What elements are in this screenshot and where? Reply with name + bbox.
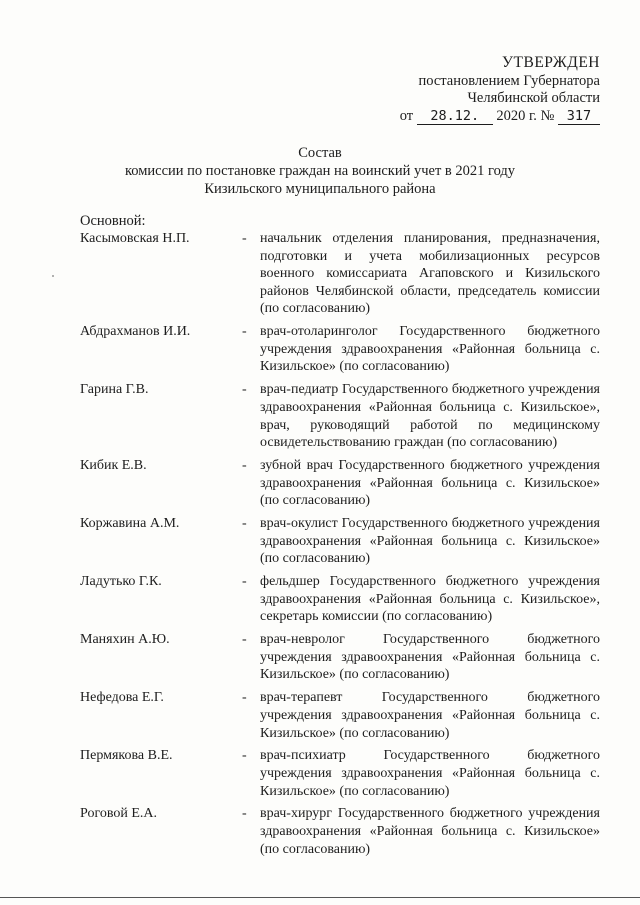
title-line-3: Кизильского муниципального района [204, 181, 436, 197]
title-line-2: комиссии по постановке граждан на воинский учет в 2021 году [124, 163, 516, 179]
member-description: врач-терапевт Государственного бюджетного учреждения здравоохранения «Районная больница с. Кизильское» (по согласованию) [260, 690, 600, 741]
member-description: врач-невролог Государственного бюджетного учреждения здравоохранения «Районная больница с. Кизильское» (по согласованию) [260, 632, 600, 683]
member-dash: - [242, 458, 247, 474]
member-description: врач-отоларинголог Государственного бюджетного учреждения здравоохранения «Районная больница с. Кизильское» (по согласованию) [260, 324, 600, 375]
approval-line-1: постановлением Губернатора [418, 72, 600, 89]
approval-year: 2020 г. № [496, 107, 555, 124]
member-name: Пермякова В.Е. [80, 748, 173, 764]
approval-number: 317 [558, 109, 600, 125]
member-row [80, 747, 600, 800]
approval-prefix: от [399, 107, 414, 124]
member-description: врач-педиатр Государственного бюджетного учреждения здравоохранения «Районная больница с. Кизильское», врач, руководящий работой по медицинскому освидетельствованию граждан (по согласованию) [260, 382, 600, 451]
document-title [0, 144, 640, 198]
member-name: Абдрахманов И.И. [80, 324, 191, 340]
members-list [80, 213, 600, 864]
member-dash: - [242, 806, 247, 822]
member-row [80, 323, 600, 376]
title-line-1: Состав [298, 145, 342, 161]
member-row [80, 805, 600, 858]
member-dash: - [242, 231, 247, 246]
member-description: начальник отделения планирования, предназначения, подготовки и учета мобилизационных ресурсов военного комиссариата Агаповского и Кизильского районов Челябинской области, председатель комиссии (по согласованию) [260, 231, 600, 317]
member-dash: - [242, 324, 247, 340]
member-description: врач-психиатр Государственного бюджетного учреждения здравоохранения «Районная больница с. Кизильское» (по согласованию) [260, 748, 600, 799]
section-label: Основной: [80, 213, 146, 229]
member-row [80, 573, 600, 626]
approval-date: 28.12. [417, 109, 493, 125]
approval-line-2: Челябинской области [467, 90, 600, 106]
member-dash: - [242, 632, 247, 648]
member-name: Нефедова Е.Г. [80, 690, 164, 706]
member-name: Маняхин А.Ю. [80, 632, 170, 648]
member-description: врач-окулист Государственного бюджетного учреждения здравоохранения «Районная больница с. Кизильское» (по согласованию) [260, 516, 600, 567]
member-dash: - [242, 748, 247, 764]
member-row [80, 631, 600, 684]
member-name: Гарина Г.В. [80, 382, 149, 398]
member-row [80, 457, 600, 510]
member-name: Роговой Е.А. [80, 806, 157, 822]
member-name: Кибик Е.В. [80, 458, 147, 474]
scan-speck [52, 275, 54, 277]
member-description: врач-хирург Государственного бюджетного учреждения здравоохранения «Районная больница с. Кизильское» (по согласованию) [260, 806, 600, 857]
approval-block [380, 54, 600, 125]
member-dash: - [242, 382, 247, 398]
approval-date-line [380, 108, 600, 126]
member-description: фельдшер Государственного бюджетного учреждения здравоохранения «Районная больница с. Кизильское», секретарь комиссии (по согласованию) [260, 574, 600, 625]
member-dash: - [242, 516, 247, 532]
member-dash: - [242, 574, 247, 590]
member-rows [80, 230, 600, 858]
member-name: Коржавина А.М. [80, 516, 180, 532]
member-dash: - [242, 690, 247, 706]
member-row [80, 689, 600, 742]
member-row [80, 230, 600, 318]
member-row [80, 381, 600, 451]
member-name: Касымовская Н.П. [80, 231, 190, 246]
member-description: зубной врач Государственного бюджетного учреждения здравоохранения «Районная больница с. Кизильское» (по согласованию) [260, 458, 600, 509]
member-name: Ладутько Г.К. [80, 574, 162, 590]
page-bottom-border [0, 897, 640, 898]
approval-heading: УТВЕРЖДЕН [502, 54, 600, 71]
member-row [80, 515, 600, 568]
